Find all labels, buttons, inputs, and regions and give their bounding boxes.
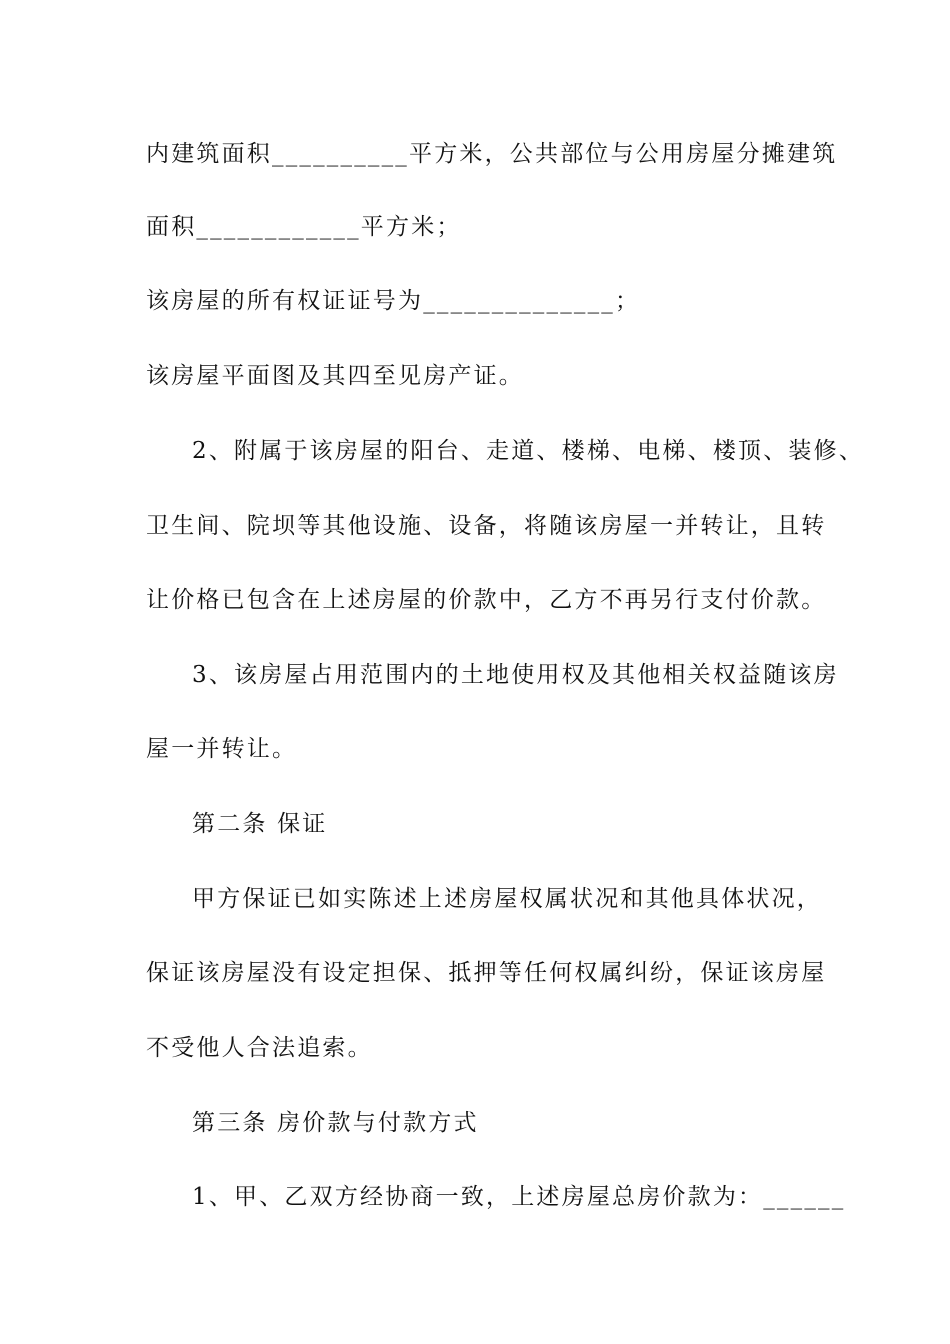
text-line-5: 2、附属于该房屋的阳台、走道、楼梯、电梯、楼顶、装修、	[192, 438, 865, 464]
text-line-7: 让价格已包含在上述房屋的价款中，乙方不再另行支付价款。	[146, 587, 827, 613]
section-heading-2: 第二条 保证	[192, 811, 328, 837]
text-line-12: 保证该房屋没有设定担保、抵押等任何权属纠纷，保证该房屋	[146, 960, 827, 986]
text-line-4: 该房屋平面图及其四至见房产证。	[146, 363, 524, 389]
text-line-6: 卫生间、院坝等其他设施、设备，将随该房屋一并转让，且转	[146, 513, 827, 539]
text-line-1: 内建筑面积__________平方米，公共部位与公用房屋分摊建筑	[146, 141, 838, 167]
text-line-9: 屋一并转让。	[146, 736, 298, 762]
text-line-8: 3、该房屋占用范围内的土地使用权及其他相关权益随该房	[192, 662, 839, 688]
text-line-11: 甲方保证已如实陈述上述房屋权属状况和其他具体状况，	[192, 886, 822, 912]
text-line-15: 1、甲、乙双方经协商一致，上述房屋总房价款为：______	[192, 1184, 846, 1210]
section-heading-3: 第三条 房价款与付款方式	[192, 1110, 479, 1136]
text-line-2: 面积____________平方米；	[146, 214, 462, 240]
text-line-3: 该房屋的所有权证证号为______________；	[146, 288, 641, 314]
text-line-13: 不受他人合法追索。	[146, 1035, 373, 1061]
